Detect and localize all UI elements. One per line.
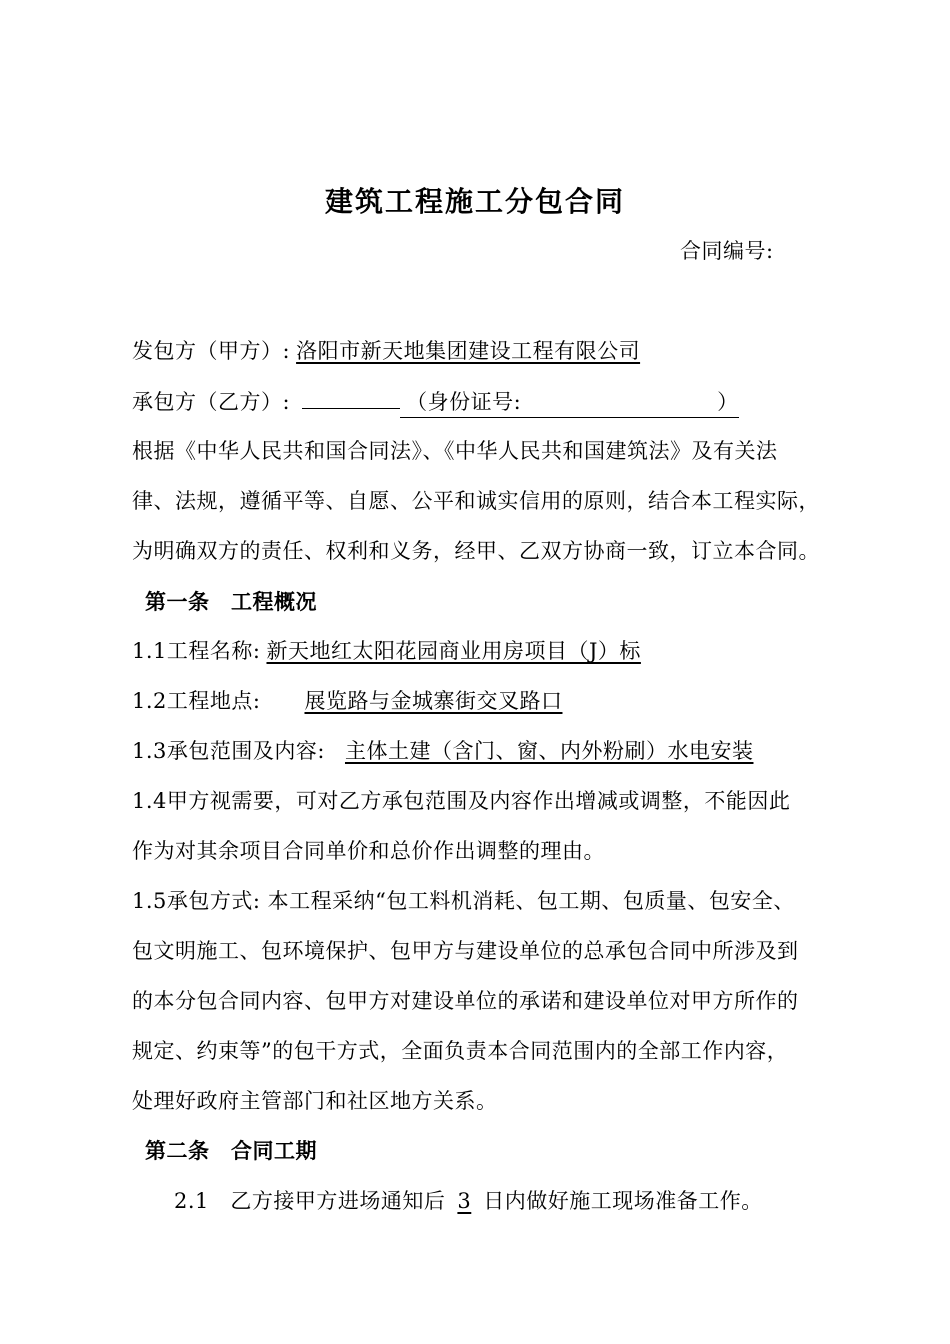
item-1-3 bbox=[132, 736, 753, 766]
item-1-2-label: 1.2工程地点: bbox=[132, 689, 261, 713]
party-a-label: 发包方（甲方）: bbox=[132, 339, 291, 363]
item-1-5-line-1: 1.5承包方式: 本工程采纳“包工料机消耗、包工期、包质量、包安全、 bbox=[132, 889, 795, 913]
item-1-5-line-3: 的本分包合同内容、包甲方对建设单位的承诺和建设单位对甲方所作的 bbox=[132, 989, 799, 1013]
item-1-5-line-2: 包文明施工、包环境保护、包甲方与建设单位的总承包合同中所涉及到 bbox=[132, 939, 799, 963]
item-2-1 bbox=[174, 1186, 763, 1216]
item-1-4-line-2: 作为对其余项目合同单价和总价作出调整的理由。 bbox=[132, 839, 605, 863]
item-2-1-suffix: 日内做好施工现场准备工作。 bbox=[483, 1189, 763, 1213]
intro-line-3: 为明确双方的责任、权利和义务，经甲、乙双方协商一致，订立本合同。 bbox=[132, 539, 820, 563]
section-2-heading: 第二条 合同工期 bbox=[145, 1138, 317, 1163]
item-1-2 bbox=[132, 686, 562, 716]
document-title: 建筑工程施工分包合同 bbox=[324, 185, 625, 218]
item-1-5-line-5: 处理好政府主管部门和社区地方关系。 bbox=[132, 1089, 498, 1113]
section-1-heading: 第一条 工程概况 bbox=[145, 589, 317, 614]
item-1-2-value-text: 展览路与金城寨街交叉路口 bbox=[304, 689, 563, 713]
party-b-name-blank bbox=[302, 386, 400, 409]
item-1-5-line-4: 规定、约束等”的包干方式，全面负责本合同范围内的全部工作内容， bbox=[132, 1039, 789, 1063]
item-2-1-days-value: 3 bbox=[457, 1189, 472, 1213]
party-b-label: 承包方（乙方）: bbox=[132, 390, 291, 414]
item-2-1-days bbox=[445, 1189, 483, 1213]
contract-number-label: 合同编号: bbox=[680, 239, 774, 263]
item-2-1-prefix: 2.1 乙方接甲方进场通知后 bbox=[174, 1189, 446, 1213]
item-1-3-value bbox=[331, 739, 754, 763]
item-1-1 bbox=[132, 636, 641, 666]
party-b-id-open: （身份证号: bbox=[406, 390, 522, 414]
item-1-4-line-1: 1.4甲方视需要，可对乙方承包范围及内容作出增减或调整，不能因此 bbox=[132, 789, 791, 813]
item-1-1-label: 1.1工程名称: bbox=[132, 639, 261, 663]
party-b-line bbox=[132, 386, 739, 418]
party-b-id-close: ） bbox=[717, 390, 739, 414]
intro-line-1: 根据《中华人民共和国合同法》、《中华人民共和国建筑法》及有关法 bbox=[132, 439, 778, 463]
item-1-2-value bbox=[304, 689, 562, 713]
item-1-1-value: 新天地红太阳花园商业用房项目（J）标 bbox=[266, 639, 641, 663]
item-1-3-label: 1.3承包范围及内容: bbox=[132, 739, 325, 763]
party-a-line bbox=[132, 336, 640, 366]
party-a-value: 洛阳市新天地集团建设工程有限公司 bbox=[296, 339, 641, 363]
party-b-id-field bbox=[400, 387, 739, 418]
intro-line-2: 律、法规，遵循平等、自愿、公平和诚实信用的原则，结合本工程实际， bbox=[132, 489, 820, 513]
item-1-3-value-text: 主体土建（含门、窗、内外粉刷）水电安装 bbox=[344, 739, 754, 763]
